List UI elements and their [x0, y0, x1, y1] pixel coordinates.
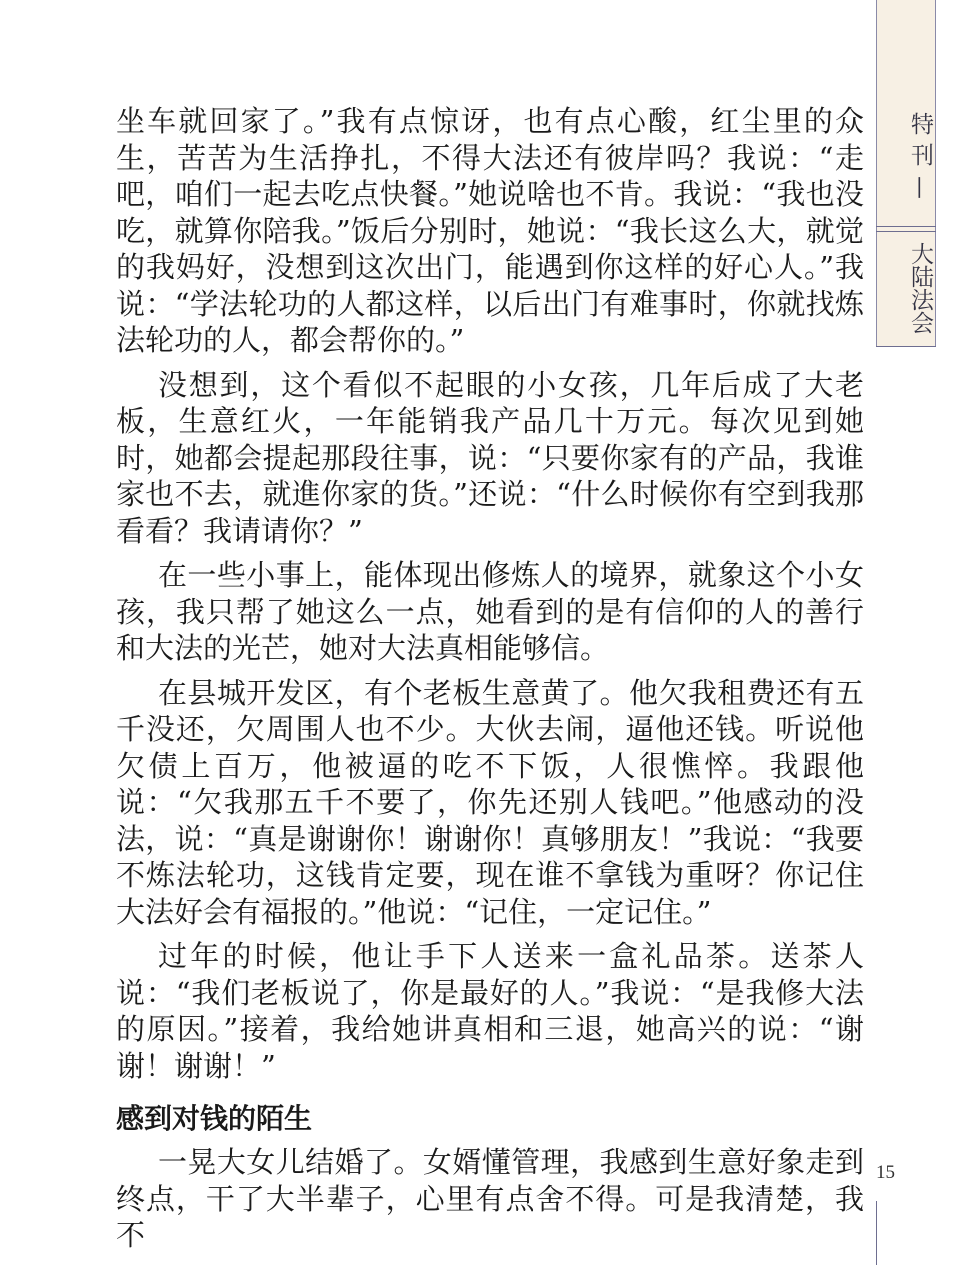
sidebar-label-special-issue: 特刊	[907, 112, 933, 174]
paragraph: 一晃大女儿结婚了。女婿懂管理，我感到生意好象走到终点，干了大半辈子，心里有点舍不得。可是我清楚，我不	[116, 1145, 864, 1252]
article-body	[116, 103, 864, 1254]
paragraph: 坐车就回家了。”我有点惊讶，也有点心酸，红尘里的众生，苦苦为生活挣扎，不得大法还有彼岸吗？我说：“走吧，咱们一起去吃点快餐。”她说啥也不肯。我说：“我也没吃，就算你陪我。”饭后分别时，她说：“我长这么大，就觉的我妈好，没想到这次出门，能遇到你这样的好心人。”我说：“学法轮功的人都这样，以后出门有难事时，你就找炼法轮功的人，都会帮你的。”	[116, 104, 864, 357]
sidebar-tab	[876, 0, 936, 346]
sidebar-label-conference: 大陆法会	[907, 242, 933, 334]
sidebar-bottom-rule	[876, 346, 936, 347]
paragraph: 在一些小事上，能体现出修炼人的境界，就象这个小女孩，我只帮了她这么一点，她看到的是有信仰的人的善行和大法的光芒，她对大法真相能够信。	[116, 558, 864, 665]
sidebar-dash: —	[907, 176, 933, 199]
margin-rule	[876, 1201, 877, 1265]
section-heading: 感到对钱的陌生	[116, 1102, 313, 1135]
sidebar-divider	[876, 226, 936, 227]
paragraph: 在县城开发区，有个老板生意黄了。他欠我租费还有五千没还，欠周围人也不少。大伙去闹，逼他还钱。听说他欠债上百万，他被逼的吃不下饭，人很憔悴。我跟他说：“欠我那五千不要了，你先还别人钱吧。”他感动的没法，说：“真是谢谢你！谢谢你！真够朋友！”我说：“我要不炼法轮功，这钱肯定要，现在谁不拿钱为重呀？你记住大法好会有福报的。”他说：“记住，一定记住。”	[116, 675, 864, 929]
paragraph: 没想到，这个看似不起眼的小女孩，几年后成了大老板，生意红火，一年能销我产品几十万元。每次见到她时，她都会提起那段往事，说：“只要你家有的产品，我谁家也不去，就進你家的货。”还说：“什么时候你有空到我那看看？我请请你？”	[116, 367, 864, 548]
page-number: 15	[876, 1162, 895, 1183]
paragraph: 过年的时候，他让手下人送来一盒礼品茶。送茶人说：“我们老板说了，你是最好的人。”我说：“是我修大法的原因。”接着，我给她讲真相和三退，她高兴的说：“谢谢！谢谢！”	[116, 939, 864, 1083]
sidebar-divider	[876, 231, 936, 232]
